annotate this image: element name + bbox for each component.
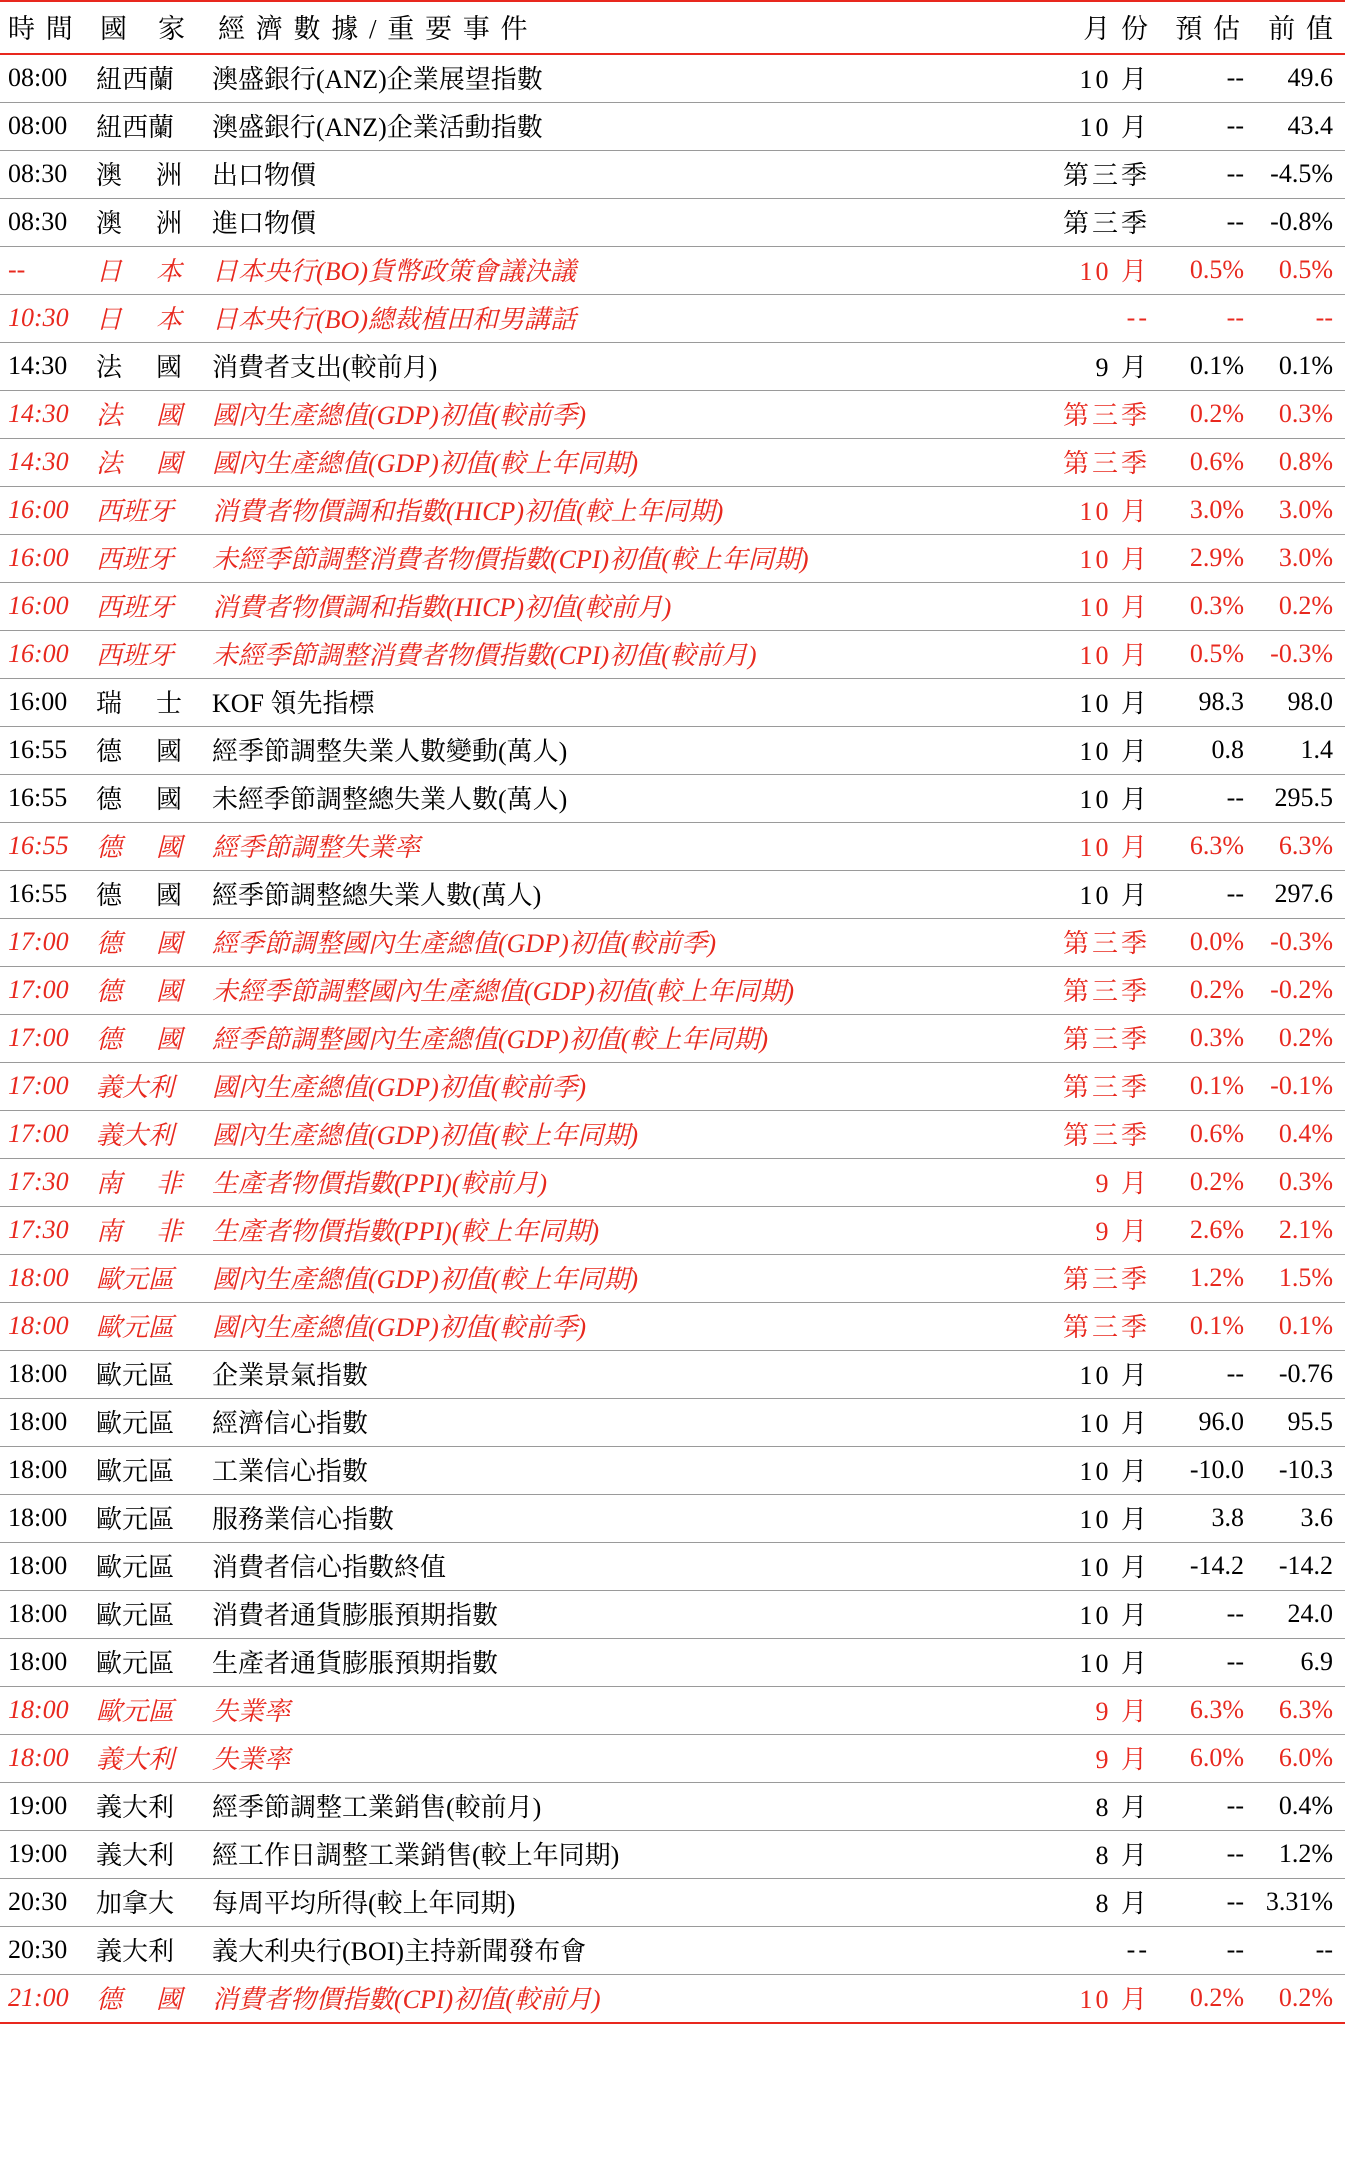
cell-forecast: 0.2% xyxy=(1160,1975,1252,2024)
cell-time: 17:00 xyxy=(0,1111,92,1159)
cell-previous: 0.1% xyxy=(1252,343,1345,391)
cell-previous: 295.5 xyxy=(1252,775,1345,823)
cell-month: 第三季 xyxy=(1032,967,1160,1015)
cell-forecast: 0.5% xyxy=(1160,247,1252,295)
cell-previous: -- xyxy=(1252,1927,1345,1975)
cell-previous: -0.3% xyxy=(1252,919,1345,967)
cell-month: 10 月 xyxy=(1032,727,1160,775)
cell-time: 18:00 xyxy=(0,1495,92,1543)
cell-event: 經季節調整失業人數變動(萬人) xyxy=(210,727,1032,775)
cell-region: 日 本 xyxy=(92,295,210,343)
cell-month: 8 月 xyxy=(1032,1879,1160,1927)
cell-forecast: -- xyxy=(1160,54,1252,103)
cell-previous: 0.3% xyxy=(1252,391,1345,439)
table-row[interactable] xyxy=(0,1063,1345,1111)
cell-event: KOF 領先指標 xyxy=(210,679,1032,727)
cell-month: 10 月 xyxy=(1032,54,1160,103)
cell-event: 經季節調整總失業人數(萬人) xyxy=(210,871,1032,919)
table-row[interactable] xyxy=(0,295,1345,343)
table-row[interactable] xyxy=(0,967,1345,1015)
table-row[interactable] xyxy=(0,1591,1345,1639)
cell-forecast: 0.1% xyxy=(1160,1303,1252,1351)
cell-time: 16:55 xyxy=(0,823,92,871)
cell-event: 經工作日調整工業銷售(較上年同期) xyxy=(210,1831,1032,1879)
cell-region: 德 國 xyxy=(92,823,210,871)
table-row[interactable] xyxy=(0,1927,1345,1975)
table-row[interactable] xyxy=(0,727,1345,775)
cell-previous: 0.1% xyxy=(1252,1303,1345,1351)
cell-previous: 6.9 xyxy=(1252,1639,1345,1687)
table-row[interactable] xyxy=(0,1831,1345,1879)
cell-forecast: -- xyxy=(1160,1639,1252,1687)
cell-time: 20:30 xyxy=(0,1879,92,1927)
table-row[interactable] xyxy=(0,1687,1345,1735)
cell-event: 生產者通貨膨脹預期指數 xyxy=(210,1639,1032,1687)
column-header-time: 時 間 xyxy=(0,1,92,54)
cell-time: -- xyxy=(0,247,92,295)
cell-forecast: -- xyxy=(1160,1927,1252,1975)
table-row[interactable] xyxy=(0,1543,1345,1591)
cell-previous: 0.2% xyxy=(1252,1975,1345,2024)
cell-forecast: 3.8 xyxy=(1160,1495,1252,1543)
cell-previous: 0.5% xyxy=(1252,247,1345,295)
cell-event: 消費者物價指數(CPI)初值(較前月) xyxy=(210,1975,1032,2024)
cell-event: 未經季節調整總失業人數(萬人) xyxy=(210,775,1032,823)
cell-previous: 0.2% xyxy=(1252,583,1345,631)
cell-forecast: 0.6% xyxy=(1160,1111,1252,1159)
cell-previous: 95.5 xyxy=(1252,1399,1345,1447)
cell-forecast: 0.2% xyxy=(1160,1159,1252,1207)
cell-event: 未經季節調整國內生產總值(GDP)初值(較上年同期) xyxy=(210,967,1032,1015)
cell-previous: 3.6 xyxy=(1252,1495,1345,1543)
cell-region: 加拿大 xyxy=(92,1879,210,1927)
cell-time: 18:00 xyxy=(0,1639,92,1687)
table-row[interactable] xyxy=(0,631,1345,679)
cell-previous: 98.0 xyxy=(1252,679,1345,727)
cell-forecast: 6.0% xyxy=(1160,1735,1252,1783)
cell-forecast: 0.8 xyxy=(1160,727,1252,775)
cell-previous: -- xyxy=(1252,295,1345,343)
cell-month: 9 月 xyxy=(1032,1207,1160,1255)
cell-forecast: 0.2% xyxy=(1160,967,1252,1015)
cell-month: 第三季 xyxy=(1032,1303,1160,1351)
cell-time: 14:30 xyxy=(0,439,92,487)
cell-time: 08:00 xyxy=(0,54,92,103)
cell-previous: 1.5% xyxy=(1252,1255,1345,1303)
table-row[interactable] xyxy=(0,151,1345,199)
cell-time: 14:30 xyxy=(0,343,92,391)
cell-event: 消費者物價調和指數(HICP)初值(較上年同期) xyxy=(210,487,1032,535)
cell-month: 10 月 xyxy=(1032,487,1160,535)
cell-forecast: -- xyxy=(1160,1879,1252,1927)
cell-month: 第三季 xyxy=(1032,199,1160,247)
cell-forecast: 0.3% xyxy=(1160,583,1252,631)
table-row[interactable] xyxy=(0,1207,1345,1255)
cell-previous: 43.4 xyxy=(1252,103,1345,151)
cell-event: 日本央行(BO)貨幣政策會議決議 xyxy=(210,247,1032,295)
cell-event: 國內生產總值(GDP)初值(較上年同期) xyxy=(210,1111,1032,1159)
cell-forecast: 0.3% xyxy=(1160,1015,1252,1063)
cell-event: 國內生產總值(GDP)初值(較上年同期) xyxy=(210,439,1032,487)
cell-month: 10 月 xyxy=(1032,1447,1160,1495)
cell-time: 19:00 xyxy=(0,1831,92,1879)
cell-region: 紐西蘭 xyxy=(92,103,210,151)
cell-month: -- xyxy=(1032,295,1160,343)
cell-region: 德 國 xyxy=(92,1975,210,2024)
cell-region: 德 國 xyxy=(92,775,210,823)
cell-month: 10 月 xyxy=(1032,1639,1160,1687)
cell-previous: 1.4 xyxy=(1252,727,1345,775)
cell-region: 德 國 xyxy=(92,727,210,775)
cell-month: 第三季 xyxy=(1032,919,1160,967)
cell-region: 西班牙 xyxy=(92,535,210,583)
cell-previous: -14.2 xyxy=(1252,1543,1345,1591)
cell-month: 8 月 xyxy=(1032,1783,1160,1831)
cell-month: 10 月 xyxy=(1032,679,1160,727)
cell-time: 18:00 xyxy=(0,1399,92,1447)
cell-month: 10 月 xyxy=(1032,1591,1160,1639)
cell-event: 失業率 xyxy=(210,1735,1032,1783)
cell-region: 瑞 士 xyxy=(92,679,210,727)
table-row[interactable] xyxy=(0,1495,1345,1543)
table-row[interactable] xyxy=(0,535,1345,583)
cell-month: 9 月 xyxy=(1032,1687,1160,1735)
cell-region: 義大利 xyxy=(92,1735,210,1783)
cell-event: 經濟信心指數 xyxy=(210,1399,1032,1447)
table-row[interactable] xyxy=(0,1399,1345,1447)
cell-region: 義大利 xyxy=(92,1831,210,1879)
cell-previous: 6.0% xyxy=(1252,1735,1345,1783)
table-row[interactable] xyxy=(0,1735,1345,1783)
cell-previous: 0.2% xyxy=(1252,1015,1345,1063)
cell-time: 14:30 xyxy=(0,391,92,439)
cell-previous: -0.76 xyxy=(1252,1351,1345,1399)
cell-time: 17:30 xyxy=(0,1159,92,1207)
cell-forecast: -14.2 xyxy=(1160,1543,1252,1591)
table-row[interactable] xyxy=(0,1447,1345,1495)
cell-region: 法 國 xyxy=(92,391,210,439)
table-row[interactable] xyxy=(0,1639,1345,1687)
table-row[interactable] xyxy=(0,1159,1345,1207)
cell-event: 經季節調整工業銷售(較前月) xyxy=(210,1783,1032,1831)
cell-previous: -0.1% xyxy=(1252,1063,1345,1111)
cell-month: 9 月 xyxy=(1032,343,1160,391)
cell-region: 西班牙 xyxy=(92,631,210,679)
cell-region: 澳 洲 xyxy=(92,151,210,199)
cell-month: 10 月 xyxy=(1032,247,1160,295)
cell-region: 義大利 xyxy=(92,1063,210,1111)
cell-time: 16:55 xyxy=(0,727,92,775)
table-row[interactable] xyxy=(0,54,1345,103)
cell-previous: 24.0 xyxy=(1252,1591,1345,1639)
cell-region: 歐元區 xyxy=(92,1255,210,1303)
cell-region: 歐元區 xyxy=(92,1495,210,1543)
cell-region: 義大利 xyxy=(92,1111,210,1159)
cell-forecast: 1.2% xyxy=(1160,1255,1252,1303)
column-header-event: 經 濟 數 據 / 重 要 事 件 xyxy=(210,1,1032,54)
cell-forecast: -- xyxy=(1160,1351,1252,1399)
cell-event: 服務業信心指數 xyxy=(210,1495,1032,1543)
cell-forecast: 6.3% xyxy=(1160,823,1252,871)
cell-forecast: -- xyxy=(1160,103,1252,151)
cell-time: 16:00 xyxy=(0,487,92,535)
table-body xyxy=(0,54,1345,2023)
cell-forecast: 0.5% xyxy=(1160,631,1252,679)
cell-month: 10 月 xyxy=(1032,1495,1160,1543)
cell-time: 08:00 xyxy=(0,103,92,151)
table-row[interactable] xyxy=(0,439,1345,487)
cell-event: 經季節調整失業率 xyxy=(210,823,1032,871)
cell-month: 10 月 xyxy=(1032,775,1160,823)
cell-month: 第三季 xyxy=(1032,1063,1160,1111)
cell-region: 法 國 xyxy=(92,343,210,391)
cell-month: 10 月 xyxy=(1032,823,1160,871)
table-row[interactable] xyxy=(0,919,1345,967)
table-row[interactable] xyxy=(0,103,1345,151)
cell-region: 歐元區 xyxy=(92,1639,210,1687)
cell-month: 8 月 xyxy=(1032,1831,1160,1879)
cell-region: 德 國 xyxy=(92,871,210,919)
cell-previous: 0.4% xyxy=(1252,1111,1345,1159)
cell-event: 進口物價 xyxy=(210,199,1032,247)
cell-region: 歐元區 xyxy=(92,1303,210,1351)
cell-region: 南 非 xyxy=(92,1207,210,1255)
cell-event: 經季節調整國內生產總值(GDP)初值(較前季) xyxy=(210,919,1032,967)
cell-forecast: -- xyxy=(1160,295,1252,343)
cell-forecast: 98.3 xyxy=(1160,679,1252,727)
table-row[interactable] xyxy=(0,1255,1345,1303)
cell-forecast: -- xyxy=(1160,871,1252,919)
cell-time: 17:00 xyxy=(0,967,92,1015)
cell-time: 18:00 xyxy=(0,1543,92,1591)
cell-month: 10 月 xyxy=(1032,103,1160,151)
table-row[interactable] xyxy=(0,775,1345,823)
cell-region: 歐元區 xyxy=(92,1399,210,1447)
cell-event: 國內生產總值(GDP)初值(較前季) xyxy=(210,1303,1032,1351)
cell-event: 國內生產總值(GDP)初值(較前季) xyxy=(210,391,1032,439)
column-header-region: 國 家 xyxy=(92,1,210,54)
cell-time: 19:00 xyxy=(0,1783,92,1831)
cell-month: 10 月 xyxy=(1032,631,1160,679)
cell-previous: 297.6 xyxy=(1252,871,1345,919)
cell-previous: 49.6 xyxy=(1252,54,1345,103)
cell-month: 第三季 xyxy=(1032,1111,1160,1159)
cell-previous: 0.8% xyxy=(1252,439,1345,487)
table-row[interactable] xyxy=(0,391,1345,439)
cell-time: 16:00 xyxy=(0,631,92,679)
cell-event: 生產者物價指數(PPI)(較上年同期) xyxy=(210,1207,1032,1255)
cell-previous: 3.0% xyxy=(1252,535,1345,583)
cell-month: 10 月 xyxy=(1032,1351,1160,1399)
cell-time: 17:00 xyxy=(0,1015,92,1063)
cell-region: 西班牙 xyxy=(92,583,210,631)
column-header-month: 月 份 xyxy=(1032,1,1160,54)
cell-forecast: 2.6% xyxy=(1160,1207,1252,1255)
cell-forecast: 0.1% xyxy=(1160,343,1252,391)
cell-forecast: 3.0% xyxy=(1160,487,1252,535)
cell-forecast: -10.0 xyxy=(1160,1447,1252,1495)
table-row[interactable] xyxy=(0,247,1345,295)
cell-time: 17:30 xyxy=(0,1207,92,1255)
table-row[interactable] xyxy=(0,1351,1345,1399)
cell-previous: -0.3% xyxy=(1252,631,1345,679)
cell-event: 澳盛銀行(ANZ)企業展望指數 xyxy=(210,54,1032,103)
cell-month: 10 月 xyxy=(1032,1975,1160,2024)
cell-event: 失業率 xyxy=(210,1687,1032,1735)
cell-forecast: 96.0 xyxy=(1160,1399,1252,1447)
cell-previous: -0.8% xyxy=(1252,199,1345,247)
cell-region: 德 國 xyxy=(92,919,210,967)
cell-month: 10 月 xyxy=(1032,1399,1160,1447)
cell-time: 18:00 xyxy=(0,1687,92,1735)
cell-month: 第三季 xyxy=(1032,439,1160,487)
table-row[interactable] xyxy=(0,871,1345,919)
cell-forecast: -- xyxy=(1160,1783,1252,1831)
cell-previous: -10.3 xyxy=(1252,1447,1345,1495)
cell-region: 南 非 xyxy=(92,1159,210,1207)
column-header-forecast: 預 估 xyxy=(1160,1,1252,54)
cell-previous: 0.3% xyxy=(1252,1159,1345,1207)
cell-forecast: 0.6% xyxy=(1160,439,1252,487)
cell-previous: 6.3% xyxy=(1252,823,1345,871)
cell-time: 16:00 xyxy=(0,535,92,583)
cell-forecast: 2.9% xyxy=(1160,535,1252,583)
cell-event: 義大利央行(BOI)主持新聞發布會 xyxy=(210,1927,1032,1975)
column-header-previous: 前 值 xyxy=(1252,1,1345,54)
table-row[interactable] xyxy=(0,1783,1345,1831)
cell-time: 16:00 xyxy=(0,679,92,727)
cell-event: 企業景氣指數 xyxy=(210,1351,1032,1399)
cell-forecast: -- xyxy=(1160,151,1252,199)
cell-region: 德 國 xyxy=(92,967,210,1015)
cell-region: 法 國 xyxy=(92,439,210,487)
cell-forecast: -- xyxy=(1160,1831,1252,1879)
cell-forecast: -- xyxy=(1160,775,1252,823)
cell-event: 出口物價 xyxy=(210,151,1032,199)
cell-forecast: -- xyxy=(1160,199,1252,247)
cell-region: 義大利 xyxy=(92,1783,210,1831)
cell-month: 9 月 xyxy=(1032,1735,1160,1783)
cell-time: 18:00 xyxy=(0,1303,92,1351)
cell-previous: 2.1% xyxy=(1252,1207,1345,1255)
cell-month: 第三季 xyxy=(1032,151,1160,199)
cell-region: 歐元區 xyxy=(92,1543,210,1591)
cell-event: 澳盛銀行(ANZ)企業活動指數 xyxy=(210,103,1032,151)
cell-region: 日 本 xyxy=(92,247,210,295)
cell-previous: 3.0% xyxy=(1252,487,1345,535)
table-row[interactable] xyxy=(0,823,1345,871)
cell-time: 18:00 xyxy=(0,1735,92,1783)
cell-forecast: 0.2% xyxy=(1160,391,1252,439)
cell-event: 未經季節調整消費者物價指數(CPI)初值(較前月) xyxy=(210,631,1032,679)
table-row[interactable] xyxy=(0,487,1345,535)
cell-event: 國內生產總值(GDP)初值(較前季) xyxy=(210,1063,1032,1111)
cell-previous: 0.4% xyxy=(1252,1783,1345,1831)
cell-event: 未經季節調整消費者物價指數(CPI)初值(較上年同期) xyxy=(210,535,1032,583)
table-row[interactable] xyxy=(0,1303,1345,1351)
cell-region: 德 國 xyxy=(92,1015,210,1063)
cell-previous: -4.5% xyxy=(1252,151,1345,199)
cell-region: 歐元區 xyxy=(92,1351,210,1399)
cell-forecast: 0.0% xyxy=(1160,919,1252,967)
cell-previous: -0.2% xyxy=(1252,967,1345,1015)
table-row[interactable] xyxy=(0,343,1345,391)
cell-time: 10:30 xyxy=(0,295,92,343)
table-row[interactable] xyxy=(0,199,1345,247)
cell-previous: 6.3% xyxy=(1252,1687,1345,1735)
cell-region: 歐元區 xyxy=(92,1447,210,1495)
cell-time: 08:30 xyxy=(0,151,92,199)
table-row[interactable] xyxy=(0,1879,1345,1927)
cell-event: 生產者物價指數(PPI)(較前月) xyxy=(210,1159,1032,1207)
cell-region: 歐元區 xyxy=(92,1591,210,1639)
cell-region: 澳 洲 xyxy=(92,199,210,247)
cell-region: 義大利 xyxy=(92,1927,210,1975)
cell-time: 18:00 xyxy=(0,1591,92,1639)
cell-month: 第三季 xyxy=(1032,391,1160,439)
cell-region: 西班牙 xyxy=(92,487,210,535)
header-row xyxy=(0,1,1345,54)
cell-event: 消費者物價調和指數(HICP)初值(較前月) xyxy=(210,583,1032,631)
cell-event: 國內生產總值(GDP)初值(較上年同期) xyxy=(210,1255,1032,1303)
cell-month: -- xyxy=(1032,1927,1160,1975)
cell-event: 消費者信心指數終值 xyxy=(210,1543,1032,1591)
cell-time: 18:00 xyxy=(0,1255,92,1303)
cell-time: 18:00 xyxy=(0,1447,92,1495)
cell-month: 9 月 xyxy=(1032,1159,1160,1207)
cell-event: 經季節調整國內生產總值(GDP)初值(較上年同期) xyxy=(210,1015,1032,1063)
cell-region: 紐西蘭 xyxy=(92,54,210,103)
cell-time: 08:30 xyxy=(0,199,92,247)
cell-previous: 3.31% xyxy=(1252,1879,1345,1927)
table-header xyxy=(0,1,1345,54)
cell-time: 21:00 xyxy=(0,1975,92,2024)
cell-time: 17:00 xyxy=(0,1063,92,1111)
table-row[interactable] xyxy=(0,1111,1345,1159)
cell-time: 16:00 xyxy=(0,583,92,631)
cell-time: 17:00 xyxy=(0,919,92,967)
cell-month: 10 月 xyxy=(1032,535,1160,583)
table-row[interactable] xyxy=(0,1015,1345,1063)
cell-time: 16:55 xyxy=(0,871,92,919)
cell-month: 第三季 xyxy=(1032,1015,1160,1063)
cell-event: 消費者支出(較前月) xyxy=(210,343,1032,391)
cell-event: 消費者通貨膨脹預期指數 xyxy=(210,1591,1032,1639)
cell-month: 10 月 xyxy=(1032,583,1160,631)
table-row[interactable] xyxy=(0,583,1345,631)
cell-previous: 1.2% xyxy=(1252,1831,1345,1879)
cell-time: 18:00 xyxy=(0,1351,92,1399)
table-row[interactable] xyxy=(0,1975,1345,2024)
cell-event: 工業信心指數 xyxy=(210,1447,1032,1495)
cell-month: 第三季 xyxy=(1032,1255,1160,1303)
cell-forecast: 0.1% xyxy=(1160,1063,1252,1111)
cell-month: 10 月 xyxy=(1032,871,1160,919)
cell-time: 16:55 xyxy=(0,775,92,823)
cell-forecast: 6.3% xyxy=(1160,1687,1252,1735)
table-row[interactable] xyxy=(0,679,1345,727)
cell-forecast: -- xyxy=(1160,1591,1252,1639)
cell-event: 日本央行(BO)總裁植田和男講話 xyxy=(210,295,1032,343)
cell-month: 10 月 xyxy=(1032,1543,1160,1591)
cell-region: 歐元區 xyxy=(92,1687,210,1735)
cell-event: 每周平均所得(較上年同期) xyxy=(210,1879,1032,1927)
cell-time: 20:30 xyxy=(0,1927,92,1975)
